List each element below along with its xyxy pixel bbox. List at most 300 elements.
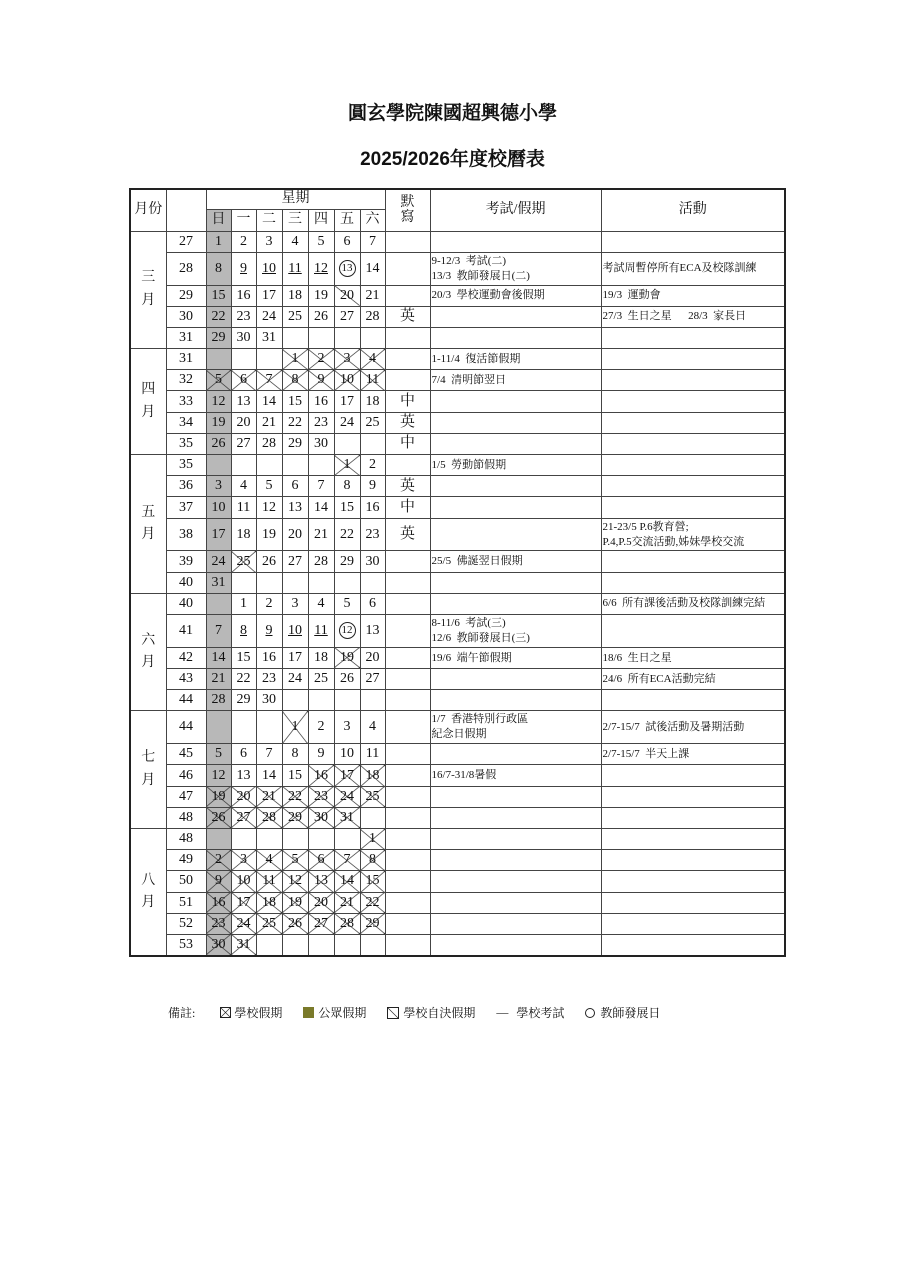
week-number: 40	[166, 572, 206, 593]
activity-cell: 2/7-15/7 試後活動及暑期活動	[601, 711, 785, 744]
week-number: 52	[166, 913, 206, 934]
day-cell: 15	[360, 871, 385, 892]
day-cell: 7	[256, 744, 282, 765]
exam-holiday-cell	[430, 934, 601, 956]
dictation-cell	[385, 934, 430, 956]
exam-holiday-cell: 1/5 勞動節假期	[430, 455, 601, 476]
activity-cell	[601, 765, 785, 786]
day-cell: 6	[334, 231, 360, 252]
exam-holiday-cell: 25/5 佛誕翌日假期	[430, 551, 601, 572]
day-cell: 15	[206, 285, 231, 306]
exam-holiday-cell	[430, 871, 601, 892]
day-cell: 1	[282, 349, 308, 370]
day-cell: 27	[231, 807, 256, 828]
day-cell: 1	[334, 455, 360, 476]
day-cell: 30	[231, 327, 256, 348]
dictation-cell	[385, 231, 430, 252]
day-cell: 29	[282, 807, 308, 828]
day-cell: 20	[334, 285, 360, 306]
day-cell: 27	[231, 433, 256, 454]
day-cell: 1	[206, 231, 231, 252]
week-row	[130, 934, 785, 956]
exam-holiday-cell	[430, 476, 601, 497]
day-cell: 15	[282, 765, 308, 786]
day-cell: 28	[256, 807, 282, 828]
day-cell: 13	[360, 615, 385, 648]
day-cell	[360, 327, 385, 348]
day-cell: 18	[231, 518, 256, 551]
day-cell	[206, 455, 231, 476]
week-number: 38	[166, 518, 206, 551]
week-number: 32	[166, 370, 206, 391]
day-cell: 22	[334, 518, 360, 551]
day-cell: 14	[334, 871, 360, 892]
week-row	[130, 690, 785, 711]
legend-teacher-day-text: 教師發展日	[600, 1006, 661, 1020]
day-cell: 4	[256, 850, 282, 871]
week-row	[130, 518, 785, 551]
activity-cell	[601, 615, 785, 648]
exam-day-mark: 10	[262, 260, 276, 276]
day-cell: 8	[334, 476, 360, 497]
week-row	[130, 551, 785, 572]
dictation-cell	[385, 744, 430, 765]
day-cell: 20	[360, 647, 385, 668]
dictation-cell: 英	[385, 306, 430, 327]
day-cell	[256, 252, 282, 285]
day-cell: 16	[231, 285, 256, 306]
month-name: 六 月	[130, 593, 166, 711]
day-cell: 23	[256, 669, 282, 690]
day-cell: 9	[308, 370, 334, 391]
exam-holiday-cell	[430, 391, 601, 412]
day-cell: 21	[308, 518, 334, 551]
day-cell: 2	[206, 850, 231, 871]
exam-day-mark: 11	[314, 622, 328, 638]
day-cell: 27	[308, 913, 334, 934]
day-cell: 17	[206, 518, 231, 551]
dictation-cell	[385, 711, 430, 744]
dictation-cell	[385, 593, 430, 614]
week-number: 48	[166, 829, 206, 850]
day-cell: 28	[308, 551, 334, 572]
week-row	[130, 391, 785, 412]
activity-cell	[601, 455, 785, 476]
public-holiday-icon	[303, 1007, 314, 1018]
day-cell: 29	[282, 433, 308, 454]
day-cell: 13	[231, 391, 256, 412]
exam-holiday-cell	[430, 518, 601, 551]
day-cell	[308, 829, 334, 850]
day-cell	[231, 615, 256, 648]
activity-cell	[601, 551, 785, 572]
week-row	[130, 615, 785, 648]
teacher-day-mark: 13	[339, 260, 356, 277]
day-cell	[256, 934, 282, 956]
week-row	[130, 306, 785, 327]
day-cell: 11	[231, 497, 256, 518]
day-cell: 30	[206, 934, 231, 956]
day-cell: 22	[282, 412, 308, 433]
week-row	[130, 786, 785, 807]
day-cell: 26	[206, 433, 231, 454]
day-cell: 7	[360, 231, 385, 252]
exam-holiday-cell: 20/3 學校運動會後假期	[430, 285, 601, 306]
day-cell: 2	[256, 593, 282, 614]
dictation-cell	[385, 370, 430, 391]
week-row	[130, 231, 785, 252]
day-cell: 8	[360, 850, 385, 871]
dictation-cell	[385, 285, 430, 306]
activity-cell	[601, 934, 785, 956]
activity-cell: 21-23/5 P.6教育營; P.4,P.5交流活動,姊妹學校交流	[601, 518, 785, 551]
day-cell: 3	[256, 231, 282, 252]
day-cell: 31	[334, 807, 360, 828]
day-cell	[334, 572, 360, 593]
day-cell: 18	[308, 647, 334, 668]
day-cell	[256, 711, 282, 744]
header-day-3: 三	[282, 209, 308, 231]
day-cell: 27	[360, 669, 385, 690]
day-cell: 14	[256, 391, 282, 412]
week-number: 39	[166, 551, 206, 572]
day-cell: 24	[206, 551, 231, 572]
legend-public-holiday-text: 公眾假期	[318, 1006, 367, 1020]
week-number: 27	[166, 231, 206, 252]
dictation-cell	[385, 690, 430, 711]
dictation-cell	[385, 349, 430, 370]
dictation-cell	[385, 669, 430, 690]
day-cell: 5	[282, 850, 308, 871]
legend-exam-text: 學校考試	[516, 1006, 565, 1020]
exam-holiday-cell	[430, 807, 601, 828]
day-cell: 28	[334, 913, 360, 934]
day-cell: 1	[282, 711, 308, 744]
teacher-day-mark: 12	[339, 622, 356, 639]
day-cell: 20	[231, 412, 256, 433]
day-cell: 17	[256, 285, 282, 306]
day-cell: 21	[334, 892, 360, 913]
day-cell	[308, 934, 334, 956]
day-cell: 25	[282, 306, 308, 327]
day-cell: 27	[282, 551, 308, 572]
day-cell: 31	[206, 572, 231, 593]
day-cell: 24	[231, 913, 256, 934]
day-cell: 2	[308, 711, 334, 744]
day-cell: 13	[282, 497, 308, 518]
week-number: 46	[166, 765, 206, 786]
header-day-4: 四	[308, 209, 334, 231]
day-cell: 26	[282, 913, 308, 934]
day-cell: 14	[308, 497, 334, 518]
day-cell: 14	[206, 647, 231, 668]
day-cell: 24	[256, 306, 282, 327]
day-cell: 5	[256, 476, 282, 497]
week-number: 53	[166, 934, 206, 956]
day-cell: 3	[206, 476, 231, 497]
header-dictation-text: 默 寫	[400, 194, 415, 226]
week-number: 43	[166, 669, 206, 690]
exam-day-mark: 9	[265, 622, 273, 638]
day-cell: 12	[256, 497, 282, 518]
dictation-cell: 英	[385, 518, 430, 551]
day-cell	[334, 829, 360, 850]
day-cell: 26	[334, 669, 360, 690]
activity-cell	[601, 871, 785, 892]
week-row	[130, 476, 785, 497]
dictation-cell	[385, 647, 430, 668]
activity-cell	[601, 690, 785, 711]
header-day-2: 二	[256, 209, 282, 231]
day-cell	[308, 572, 334, 593]
legend	[168, 1004, 660, 1021]
dictation-cell	[385, 807, 430, 828]
day-cell: 18	[360, 391, 385, 412]
day-cell: 17	[334, 765, 360, 786]
day-cell	[282, 615, 308, 648]
day-cell: 1	[360, 829, 385, 850]
activity-cell	[601, 850, 785, 871]
day-cell: 25	[256, 913, 282, 934]
day-cell: 10	[334, 370, 360, 391]
day-cell: 26	[256, 551, 282, 572]
day-cell: 16	[360, 497, 385, 518]
week-row	[130, 913, 785, 934]
day-cell: 4	[360, 349, 385, 370]
week-number: 44	[166, 690, 206, 711]
day-cell: 20	[282, 518, 308, 551]
legend-public-holiday	[303, 1004, 366, 1021]
dictation-cell	[385, 786, 430, 807]
day-cell: 8	[282, 744, 308, 765]
dictation-cell: 英	[385, 476, 430, 497]
week-row	[130, 252, 785, 285]
day-cell: 24	[282, 669, 308, 690]
week-row	[130, 593, 785, 614]
day-cell: 15	[282, 391, 308, 412]
dictation-cell	[385, 765, 430, 786]
exam-holiday-cell	[430, 669, 601, 690]
week-row	[130, 744, 785, 765]
exam-dash-icon: —	[496, 1005, 509, 1019]
week-number: 33	[166, 391, 206, 412]
day-cell: 19	[256, 518, 282, 551]
day-cell: 25	[231, 551, 256, 572]
dictation-cell	[385, 615, 430, 648]
week-number: 49	[166, 850, 206, 871]
dictation-cell	[385, 327, 430, 348]
day-cell: 21	[206, 669, 231, 690]
day-cell: 23	[308, 412, 334, 433]
day-cell: 29	[360, 913, 385, 934]
day-cell	[308, 327, 334, 348]
activity-cell: 19/3 運動會	[601, 285, 785, 306]
dictation-cell: 英	[385, 412, 430, 433]
school-calendar-table	[129, 188, 786, 957]
exam-holiday-cell: 9-12/3 考試(二) 13/3 教師發展日(二)	[430, 252, 601, 285]
day-cell: 7	[206, 615, 231, 648]
day-cell: 11	[360, 370, 385, 391]
day-cell: 9	[308, 744, 334, 765]
day-cell: 5	[206, 370, 231, 391]
activity-cell: 27/3 生日之星 28/3 家長日	[601, 306, 785, 327]
day-cell	[206, 349, 231, 370]
dictation-cell	[385, 892, 430, 913]
activity-cell: 6/6 所有課後活動及校隊訓練完結	[601, 593, 785, 614]
day-cell: 10	[231, 871, 256, 892]
day-cell: 10	[206, 497, 231, 518]
header-dictation	[385, 189, 430, 231]
day-cell: 12	[282, 871, 308, 892]
activity-cell: 18/6 生日之星	[601, 647, 785, 668]
day-cell: 22	[206, 306, 231, 327]
day-cell	[231, 711, 256, 744]
day-cell: 29	[334, 551, 360, 572]
day-cell: 8	[282, 370, 308, 391]
activity-cell	[601, 349, 785, 370]
day-cell	[360, 572, 385, 593]
day-cell	[282, 252, 308, 285]
dictation-cell	[385, 913, 430, 934]
exam-holiday-cell	[430, 497, 601, 518]
week-number: 36	[166, 476, 206, 497]
day-cell: 28	[206, 690, 231, 711]
legend-exam	[496, 1004, 564, 1021]
day-cell: 31	[231, 934, 256, 956]
week-row	[130, 807, 785, 828]
day-cell	[256, 349, 282, 370]
activity-cell	[601, 892, 785, 913]
day-cell: 8	[206, 252, 231, 285]
week-number: 41	[166, 615, 206, 648]
exam-holiday-cell: 1/7 香港特別行政區 紀念日假期	[430, 711, 601, 744]
activity-cell: 考試周暫停所有ECA及校隊訓練	[601, 252, 785, 285]
day-cell: 16	[308, 391, 334, 412]
day-cell: 18	[360, 765, 385, 786]
dictation-cell: 中	[385, 391, 430, 412]
week-number: 42	[166, 647, 206, 668]
day-cell	[231, 455, 256, 476]
header-day-1: 一	[231, 209, 256, 231]
day-cell: 23	[231, 306, 256, 327]
day-cell: 5	[206, 744, 231, 765]
school-holiday-icon	[220, 1007, 231, 1018]
day-cell: 24	[334, 412, 360, 433]
week-number: 44	[166, 711, 206, 744]
calendar-title: 2025/2026年度校曆表	[360, 149, 545, 170]
day-cell: 5	[308, 231, 334, 252]
week-number: 51	[166, 892, 206, 913]
day-cell: 23	[206, 913, 231, 934]
dictation-cell	[385, 850, 430, 871]
week-row	[130, 285, 785, 306]
day-cell: 21	[360, 285, 385, 306]
day-cell	[282, 455, 308, 476]
day-cell: 2	[231, 231, 256, 252]
day-cell	[334, 252, 360, 285]
day-cell: 1	[231, 593, 256, 614]
week-row	[130, 412, 785, 433]
legend-school-holiday	[220, 1004, 282, 1021]
header-day-0: 日	[206, 209, 231, 231]
day-cell: 25	[360, 786, 385, 807]
week-row	[130, 349, 785, 370]
exam-holiday-cell: 7/4 清明節翌日	[430, 370, 601, 391]
week-number: 40	[166, 593, 206, 614]
day-cell	[308, 615, 334, 648]
day-cell: 6	[282, 476, 308, 497]
day-cell: 10	[334, 744, 360, 765]
activity-cell: 24/6 所有ECA活動完結	[601, 669, 785, 690]
activity-cell	[601, 327, 785, 348]
dictation-cell	[385, 551, 430, 572]
day-cell: 22	[360, 892, 385, 913]
activity-cell	[601, 829, 785, 850]
day-cell: 9	[360, 476, 385, 497]
day-cell	[231, 829, 256, 850]
legend-self-holiday	[387, 1004, 475, 1021]
day-cell: 3	[231, 850, 256, 871]
day-cell: 19	[282, 892, 308, 913]
week-number: 50	[166, 871, 206, 892]
month-name: 五 月	[130, 455, 166, 594]
day-cell: 3	[334, 711, 360, 744]
day-cell: 30	[256, 690, 282, 711]
day-cell: 15	[231, 647, 256, 668]
week-row	[130, 370, 785, 391]
day-cell: 12	[206, 765, 231, 786]
day-cell: 22	[282, 786, 308, 807]
week-number: 47	[166, 786, 206, 807]
day-cell	[282, 572, 308, 593]
day-cell	[334, 690, 360, 711]
day-cell: 17	[231, 892, 256, 913]
exam-holiday-cell	[430, 327, 601, 348]
day-cell: 20	[231, 786, 256, 807]
week-row	[130, 497, 785, 518]
day-cell	[308, 252, 334, 285]
day-cell: 28	[256, 433, 282, 454]
dictation-cell	[385, 455, 430, 476]
week-number: 29	[166, 285, 206, 306]
day-cell	[334, 433, 360, 454]
activity-cell	[601, 497, 785, 518]
activity-cell	[601, 412, 785, 433]
exam-holiday-cell	[430, 572, 601, 593]
day-cell	[334, 327, 360, 348]
day-cell: 7	[256, 370, 282, 391]
day-cell: 30	[360, 551, 385, 572]
day-cell: 19	[206, 412, 231, 433]
week-row	[130, 327, 785, 348]
exam-holiday-cell	[430, 744, 601, 765]
exam-day-mark: 9	[240, 260, 247, 276]
day-cell: 16	[206, 892, 231, 913]
day-cell: 30	[308, 433, 334, 454]
day-cell: 6	[360, 593, 385, 614]
week-number: 30	[166, 306, 206, 327]
exam-day-mark: 10	[288, 622, 302, 638]
day-cell: 24	[334, 786, 360, 807]
week-number: 35	[166, 433, 206, 454]
day-cell	[231, 349, 256, 370]
day-cell: 18	[256, 892, 282, 913]
exam-day-mark: 8	[240, 622, 247, 638]
day-cell: 16	[308, 765, 334, 786]
day-cell: 3	[334, 349, 360, 370]
day-cell: 13	[308, 871, 334, 892]
week-number: 35	[166, 455, 206, 476]
